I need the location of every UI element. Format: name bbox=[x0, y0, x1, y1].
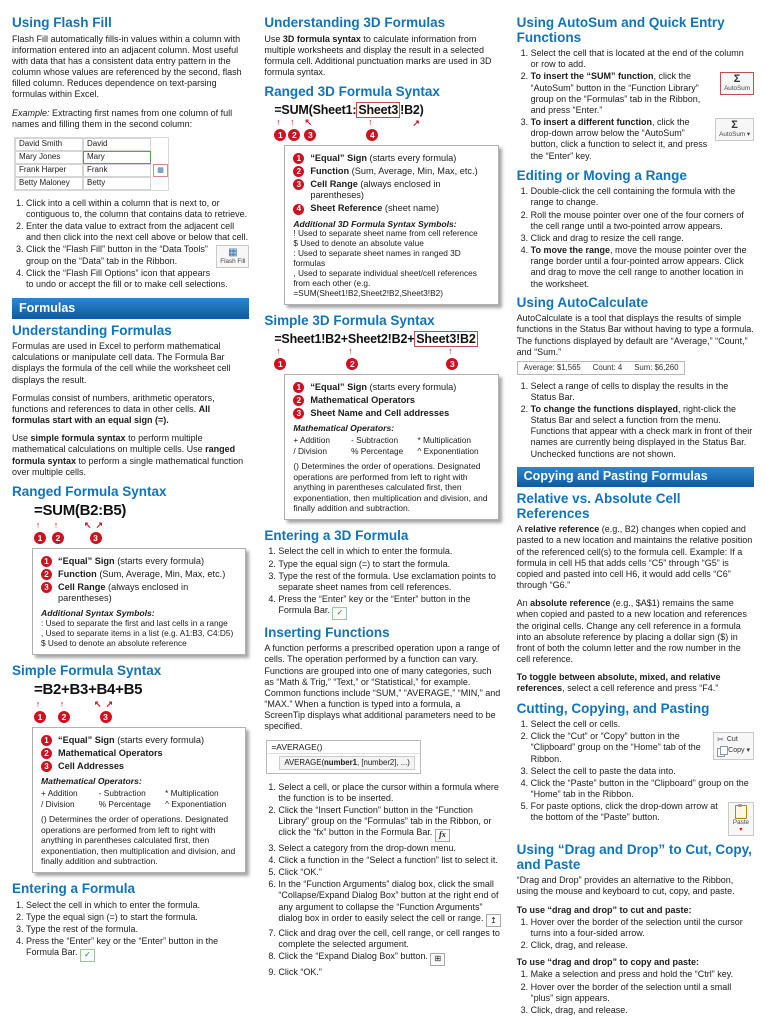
operator-cell: / Division bbox=[41, 798, 75, 809]
check-icon: ✓ bbox=[332, 607, 347, 620]
table-cell: Betty Maloney bbox=[15, 177, 83, 190]
section-heading-using-flash-fill: Using Flash Fill bbox=[12, 15, 112, 30]
cut-copy-paste-steps bbox=[517, 719, 754, 837]
operator-cell: * Multiplication bbox=[165, 787, 219, 798]
operator-cell: % Percentage bbox=[98, 798, 151, 809]
banner-formulas: Formulas bbox=[12, 298, 249, 319]
ranged-3d-syntax-callout bbox=[284, 145, 498, 305]
callout-item-text: “Equal” Sign (starts every formula) bbox=[310, 152, 457, 163]
arrow-up-icon: ↑ bbox=[448, 346, 457, 356]
marker bbox=[274, 118, 286, 141]
drag-drop-cut-steps bbox=[517, 917, 754, 951]
section-heading-ranged-formula-syntax: Ranged Formula Syntax bbox=[12, 483, 167, 499]
list-item: 1. Select the cell in which to enter the formula. bbox=[26, 900, 249, 911]
syntax-symbol-line: $ Used to denote an absolute reference bbox=[41, 637, 187, 648]
operator-cell: + Addition bbox=[41, 787, 78, 798]
number-badge: 1 bbox=[34, 532, 46, 544]
callout-item bbox=[293, 203, 489, 215]
operator-cell: ^ Exponentiation bbox=[417, 445, 479, 456]
callout-item bbox=[293, 166, 489, 178]
red-box-highlight: Sheet3!B2 bbox=[416, 331, 476, 346]
callout-item-text: Function (Sum, Average, Min, Max, etc.) bbox=[58, 568, 226, 579]
callout-item-text: Cell Range (always enclosed in parentheses) bbox=[310, 178, 441, 201]
marker bbox=[366, 118, 378, 141]
callout-item-text: Sheet Name and Cell addresses bbox=[310, 407, 450, 418]
number-badge: 2 bbox=[41, 569, 52, 580]
table-row bbox=[15, 138, 168, 151]
section-heading-understanding-3d-formulas: Understanding 3D Formulas bbox=[264, 15, 446, 30]
callout-item bbox=[41, 761, 237, 773]
cut-copy-buttons-icon: 2. ✂ Cut Copy ▾ bbox=[713, 732, 754, 760]
inserting-functions-steps bbox=[264, 782, 501, 978]
number-badge: 3 bbox=[41, 761, 52, 772]
callout-item-text: “Equal” Sign (starts every formula) bbox=[310, 381, 457, 392]
table-cell: Frank bbox=[83, 164, 151, 177]
drag-drop-copy-steps bbox=[517, 969, 754, 1016]
middle-column bbox=[264, 16, 501, 1022]
section-heading-simple-3d-formula-syntax: Simple 3D Formula Syntax bbox=[264, 312, 435, 328]
paragraph: A function performs a prescribed operation upon a range of cells. The operation performed by a function can vary. Functions are grouped into one of many categories, such as “Math & Trig,” “Text,” or “Statistical,” for example. Common functions include “SUM,” “AVERAGE,” “MIN,” and “MAX.” When a function is typed into a formula, a ScreenTip displays what additional parameters need to be specified. bbox=[264, 643, 501, 732]
operator-cell: - Subtraction bbox=[351, 434, 399, 445]
section-heading-using-autocalculate: Using AutoCalculate bbox=[516, 294, 649, 310]
simple-3d-formula-text: =Sheet1!B2+Sheet2!B2+ Sheet3!B2 bbox=[274, 331, 476, 346]
list-item: 5. Paste ▾ For paste options, click the drop-down arrow at the bottom of the “Paste” button. bbox=[531, 801, 754, 823]
paragraph: An absolute reference (e.g., $A$1) remains the same when copied and pasted to a new location and references the original cells. Change any cell reference in a formula into an absolute reference by placing a dollar sign ($) in front of both the column letter and the row number in the cell reference. bbox=[516, 598, 747, 665]
list-item: 6. In the “Function Arguments” dialog box, click the small “Collapse/Expand Dialog Box” button at the right end of any argument to collapse the “Function Arguments” dialog box in order to easily select the cell or range. ↥ bbox=[278, 879, 501, 927]
ranged-formula-text: =SUM(B2:B5) bbox=[34, 502, 127, 520]
number-badge: 3 bbox=[446, 358, 458, 370]
number-badge: 2 bbox=[288, 129, 300, 141]
operator-cell: ^ Exponentiation bbox=[165, 798, 227, 809]
list-item: 8. Click the “Expand Dialog Box” button. ⊞ bbox=[278, 951, 501, 965]
number-badge: 1 bbox=[34, 711, 46, 723]
syntax-symbol-line: , Used to separate items in a list (e.g. A1:B3, C4:D5) bbox=[41, 627, 234, 638]
marker bbox=[52, 521, 64, 544]
section-heading-cutting-copying-pasting: Cutting, Copying, and Pasting bbox=[516, 700, 710, 716]
status-bar-figure bbox=[517, 361, 686, 375]
number-badge: 3 bbox=[100, 711, 112, 723]
status-bar-segment: Count: 4 bbox=[592, 362, 623, 372]
flash-fill-options-icon: ▦ bbox=[153, 164, 168, 177]
red-box-highlight: Sheet3 bbox=[358, 102, 399, 117]
fx-icon: fx bbox=[435, 829, 450, 842]
number-badge: 3 bbox=[293, 408, 304, 419]
list-item: 9. Click “OK.” bbox=[278, 967, 501, 978]
operator-cell: + Addition bbox=[293, 434, 331, 445]
section-heading-relative-vs-absolute: Relative vs. Absolute Cell References bbox=[516, 491, 681, 521]
table-cell: David Smith bbox=[15, 138, 83, 151]
list-item: 1. Click into a cell within a column that is next to, or contiguous to, the column that contains data to retrieve. bbox=[26, 198, 249, 220]
table-cell: Mary Jones bbox=[15, 151, 83, 164]
list-item: 1. Select the cell that is located at the end of the column or row to add. bbox=[531, 48, 754, 70]
section-heading-editing-or-moving-a-range: Editing or Moving a Range bbox=[516, 167, 687, 183]
number-badge: 1 bbox=[274, 358, 286, 370]
editing-range-steps bbox=[517, 186, 754, 289]
number-badge: 1 bbox=[293, 382, 304, 393]
callout-item-text: Cell Addresses bbox=[58, 760, 125, 771]
paragraph: Use simple formula syntax to perform multiple mathematical calculations on multiple cells. Use ranged formula syntax to perform a single mathematical function over multiple cells. bbox=[12, 433, 244, 477]
screentip-formula: =AVERAGE() bbox=[267, 741, 420, 755]
paragraph: AutoCalculate is a tool that displays the results of simple functions in the Status Bar without having to type a formula. The functions displayed by default are “Average,” “Count,” and “Sum.” bbox=[516, 313, 754, 357]
marker bbox=[346, 347, 358, 370]
syntax-symbol-line: : Used to separate sheet names in ranged 3D formulas bbox=[293, 248, 461, 269]
order-of-operations-note: () Determines the order of operations. Designated operations are performed from left to right with anything in parentheses calculated first, then exponentiation, then multiplication and division, and finally addition and subtraction. bbox=[293, 461, 488, 514]
table-row bbox=[15, 164, 168, 177]
marker bbox=[288, 118, 300, 141]
operator-cell: - Subtraction bbox=[98, 787, 146, 798]
paragraph: Use 3D formula syntax to calculate information from multiple worksheets and display the result in a selected formula cell. Additional punctuation marks are used in 3D formula syntax. bbox=[264, 33, 492, 78]
list-item: 3. Type the rest of the formula. Use exclamation points to separate sheet names from cell references. bbox=[278, 571, 501, 593]
list-item: 4. Click the “Flash Fill Options” icon that appears to undo or accept the fill or to make cell selections. bbox=[26, 268, 249, 290]
simple-formula-markers bbox=[34, 700, 249, 727]
number-badge: 3 bbox=[293, 179, 304, 190]
list-item: 4. Press the “Enter” key or the “Enter” button in the Formula Bar. ✓ bbox=[278, 594, 501, 620]
autosum-button-icon: 2. Σ AutoSum bbox=[720, 72, 754, 95]
operators-grid bbox=[293, 435, 489, 457]
drag-drop-cut-title: To use “drag and drop” to cut and paste: bbox=[516, 904, 692, 915]
callout-item bbox=[293, 408, 489, 420]
list-item: 7. Click and drag over the cell, cell range, or cell ranges to complete the selected argument. bbox=[278, 928, 501, 950]
math-operators-title: Mathematical Operators: bbox=[293, 423, 395, 433]
syntax-symbol-line: $ Used to denote an absolute value bbox=[293, 238, 424, 249]
order-of-operations-note: () Determines the order of operations. Designated operations are performed from left to right with anything in parentheses calculated first, then exponentiation, then multiplication and division, and finally addition and subtraction. bbox=[41, 814, 236, 867]
list-item: 2. Roll the mouse pointer over one of the four corners of the cell range until a two-pointed arrow appears. bbox=[531, 210, 754, 232]
marker bbox=[446, 347, 458, 370]
list-item: 1. Select the cell or cells. bbox=[531, 719, 754, 730]
status-bar-segment: Sum: $6,260 bbox=[634, 362, 679, 372]
paragraph: Formulas are used in Excel to perform mathematical calculations or manipulate cell data. The Formula Bar displays the formula of the cell while the worksheet cell displays the result. bbox=[12, 341, 231, 385]
table-row bbox=[15, 151, 168, 164]
list-item: 3. Type the rest of the formula. bbox=[26, 924, 249, 935]
table-cell: Frank Harper bbox=[15, 164, 83, 177]
arrow-up-icon: ↑ bbox=[348, 346, 357, 356]
list-item: 2. Hover over the border of the selection until a small “plus” sign appears. bbox=[531, 982, 754, 1004]
table-row bbox=[15, 177, 168, 190]
section-heading-inserting-functions: Inserting Functions bbox=[264, 624, 390, 640]
list-item: 4. Click a function in the “Select a function” list to select it. bbox=[278, 855, 501, 866]
number-badge: 3 bbox=[90, 532, 102, 544]
arrow-up-icon: ↑ bbox=[290, 117, 299, 128]
collapse-icon: ↥ bbox=[486, 914, 501, 927]
flash-fill-button-icon: 3. ▦ Flash Fill bbox=[216, 245, 249, 268]
simple-3d-syntax-callout bbox=[284, 374, 498, 520]
operators-grid bbox=[41, 788, 237, 810]
callout-item bbox=[41, 748, 237, 760]
table-cell: Betty bbox=[83, 177, 151, 190]
table-cell: David bbox=[83, 138, 151, 151]
banner-copying-and-pasting-formulas: Copying and Pasting Formulas bbox=[517, 467, 754, 488]
list-item: 2. ✂ Cut Copy ▾ Click the “Cut” or “Copy” button in the “Clipboard” group on the “Home” tab of the Ribbon. bbox=[531, 731, 754, 764]
callout-item bbox=[293, 395, 489, 407]
syntax-symbols-title: Additional 3D Formula Syntax Symbols: bbox=[293, 218, 457, 229]
section-heading-using-autosum: Using AutoSum and Quick Entry Functions bbox=[516, 15, 725, 45]
list-item: 1. Hover over the border of the selection until the cursor turns into a four-sided arrow. bbox=[531, 917, 754, 939]
marker bbox=[58, 700, 70, 723]
syntax-symbol-line: ! Used to separate sheet name from cell reference bbox=[293, 228, 478, 239]
syntax-symbols-title: Additional Syntax Symbols: bbox=[41, 608, 155, 619]
callout-item-text: “Equal” Sign (starts every formula) bbox=[58, 555, 205, 566]
simple-formula-text: =B2+B3+B4+B5 bbox=[34, 681, 143, 699]
arrow-up-icon: ↑ bbox=[35, 699, 45, 710]
ranged-syntax-callout bbox=[32, 548, 246, 655]
operator-cell: * Multiplication bbox=[417, 434, 471, 445]
paragraph: Formulas consist of numbers, arithmetic operators, functions and references to data in other cells. All formulas start with an equal sign (=). bbox=[12, 392, 215, 426]
arrow-up-icon: ↑ bbox=[276, 346, 285, 356]
callout-item bbox=[293, 153, 489, 165]
section-heading-ranged-3d-formula-syntax: Ranged 3D Formula Syntax bbox=[264, 84, 440, 100]
number-badge: 1 bbox=[41, 735, 52, 746]
arrow-diag-right-icon: ↗ bbox=[412, 118, 420, 129]
list-item: 1. Select the cell in which to enter the formula. bbox=[278, 546, 501, 557]
list-item: 3. Select the cell to paste the data into. bbox=[531, 766, 754, 777]
callout-item bbox=[41, 556, 237, 568]
table-cell: Mary bbox=[83, 151, 151, 164]
list-item: 1. Make a selection and press and hold the “Ctrl” key. bbox=[531, 969, 754, 980]
entering-formula-steps bbox=[12, 900, 249, 962]
autosum-dropdown-icon: 3. Σ AutoSum ▾ bbox=[715, 118, 754, 141]
number-badge: 4 bbox=[366, 129, 378, 141]
number-badge: 2 bbox=[293, 166, 304, 177]
list-item: 1. Select a cell, or place the cursor within a formula where the function is to be inserted. bbox=[278, 782, 501, 804]
callout-item bbox=[41, 582, 237, 605]
expand-icon: ⊞ bbox=[430, 953, 445, 966]
list-item: 1. Select a range of cells to display the results in the Status Bar. bbox=[531, 381, 754, 403]
callout-item-text: Cell Range (always enclosed in parentheses) bbox=[58, 581, 189, 603]
screentip-figure bbox=[266, 740, 421, 774]
callout-item bbox=[41, 735, 237, 747]
list-item: 2. Σ AutoSum To insert the “SUM” function, click the “AutoSum” button in the “Function Library” group on the “Formulas” tab in the Ribbon, and press “Enter.” bbox=[531, 71, 754, 116]
math-operators-title: Mathematical Operators: bbox=[41, 776, 142, 787]
autosum-steps bbox=[517, 48, 754, 163]
list-item: 2. To change the functions displayed, right-click the Status Bar and select a function from the menu. Functions that appear with a check mark in front of their names are currently being displayed in the Status Bar. Unchecked functions are not shown. bbox=[531, 404, 754, 460]
marker bbox=[304, 118, 316, 141]
paragraph: A relative reference (e.g., B2) changes when copied and pasted to a new location and maintains the relative position of the referenced cell(s) to the formula cell. Example: If a formula in cell H5 that adds cells “C5” through “G5” is copied and pasted into cell H6, it would add cells “C6” through “G6.” bbox=[516, 524, 753, 591]
section-heading-entering-a-3d-formula: Entering a 3D Formula bbox=[264, 527, 409, 543]
arrow-split-icon: ↖↗ bbox=[84, 520, 108, 531]
list-item: 3. Click, drag, and release. bbox=[531, 1005, 754, 1016]
section-heading-drag-and-drop: Using “Drag and Drop” to Cut, Copy, and Paste bbox=[516, 842, 752, 872]
ranged-3d-formula-text: =SUM(Sheet1: Sheet3 !B2) bbox=[274, 102, 424, 117]
callout-item-text: Sheet Reference (sheet name) bbox=[310, 203, 440, 214]
entering-3d-formula-steps bbox=[264, 546, 501, 619]
arrow-split-icon: ↖↗ bbox=[94, 699, 118, 710]
paragraph: “Drag and Drop” provides an alternative to the Ribbon, using the mouse and keyboard to cut, copy, and paste. bbox=[516, 875, 735, 897]
number-badge: 3 bbox=[41, 582, 52, 593]
callout-item bbox=[41, 569, 237, 581]
list-item: 2. Click, drag, and release. bbox=[531, 940, 754, 951]
list-item: 3. Click and drag to resize the cell range. bbox=[531, 233, 754, 244]
simple-syntax-callout bbox=[32, 727, 246, 873]
paragraph: Flash Fill automatically fills-in values within a column with information entered into an adjacent column. Most useful with data that has a consistent data entry pattern in the column whose values are referenced by the second, flash filled column. Reduces dependence on text-parsing formulas within Excel. bbox=[12, 33, 242, 100]
number-badge: 4 bbox=[293, 204, 304, 215]
marker bbox=[34, 521, 46, 544]
flash-fill-example-table bbox=[14, 137, 169, 191]
copy-icon bbox=[717, 748, 725, 757]
left-column bbox=[12, 16, 249, 1022]
ranged-3d-formula-markers bbox=[274, 118, 501, 145]
status-bar-segment: Average: $1,565 bbox=[523, 362, 581, 372]
paragraph: To toggle between absolute, mixed, and relative references, select a cell reference and press “F4.” bbox=[516, 672, 721, 694]
list-item: 1. Double-click the cell containing the formula with the range to change. bbox=[531, 186, 754, 208]
marker bbox=[84, 521, 107, 544]
paste-button-icon: 5. Paste ▾ bbox=[728, 802, 754, 836]
number-badge: 2 bbox=[346, 358, 358, 370]
list-item: 4. To move the range, move the mouse pointer over the range border until a four-pointed arrow appears. Click and drag to move the cell range to another location in the worksheet. bbox=[531, 245, 754, 290]
arrow-up-icon: ↑ bbox=[368, 117, 377, 128]
syntax-symbol-line: : Used to separate the first and last cells in a range bbox=[41, 618, 228, 629]
arrow-up-icon: ↑ bbox=[53, 520, 63, 531]
number-badge: 1 bbox=[293, 153, 304, 164]
drag-drop-copy-title: To use “drag and drop” to copy and paste: bbox=[516, 957, 700, 968]
list-item: 5. Click “OK.” bbox=[278, 867, 501, 878]
callout-item bbox=[293, 382, 489, 394]
scissors-icon: 2. ✂ bbox=[717, 735, 724, 745]
list-item: 3. Select a category from the drop-down menu. bbox=[278, 843, 501, 854]
list-item: 4. Press the “Enter” key or the “Enter” button in the Formula Bar. ✓ bbox=[26, 936, 249, 962]
section-heading-entering-a-formula: Entering a Formula bbox=[12, 880, 136, 896]
check-icon: ✓ bbox=[80, 949, 95, 962]
number-badge: 3 bbox=[304, 129, 316, 141]
number-badge: 2 bbox=[293, 395, 304, 406]
list-item: 3. ▦ Flash Fill Click the “Flash Fill” button in the “Data Tools” group on the “Data” tab in the Ribbon. bbox=[26, 244, 249, 266]
operator-cell: / Division bbox=[293, 445, 327, 456]
operator-cell: % Percentage bbox=[351, 445, 404, 456]
marker bbox=[34, 700, 46, 723]
syntax-symbol-line: , Used to separate individual sheet/cell references from each other (e.g. =SUM(Sheet1!B2,Sheet2!B2,Sheet3!B2) bbox=[293, 268, 477, 298]
list-item: 2. Type the equal sign (=) to start the formula. bbox=[26, 912, 249, 923]
arrow-diag-left-icon: ↖ bbox=[304, 117, 317, 128]
ranged-formula-markers bbox=[34, 521, 249, 548]
list-item: 2. Click the “Insert Function” button in the “Function Library” group on the “Formulas” tab in the Ribbon, or click the “fx” button in the Formula Bar. fx bbox=[278, 805, 501, 842]
section-heading-understanding-formulas: Understanding Formulas bbox=[12, 322, 172, 338]
simple-3d-formula-markers bbox=[274, 347, 501, 374]
paragraph: Example: Extracting first names from one column of full names and filling them in the second column: bbox=[12, 107, 233, 129]
callout-item-text: “Equal” Sign (starts every formula) bbox=[58, 734, 205, 745]
callout-item-text: Function (Sum, Average, Min, Max, etc.) bbox=[310, 165, 478, 176]
marker bbox=[94, 700, 117, 723]
list-item: 4. Click the “Paste” button in the “Clipboard” group on the “Home” tab in the Ribbon. bbox=[531, 778, 754, 800]
callout-item-text: Mathematical Operators bbox=[58, 747, 163, 758]
number-badge: 2 bbox=[58, 711, 70, 723]
marker bbox=[274, 347, 286, 370]
flash-fill-steps bbox=[12, 198, 249, 291]
section-heading-simple-formula-syntax: Simple Formula Syntax bbox=[12, 662, 162, 678]
arrow-up-icon: ↑ bbox=[59, 699, 69, 710]
callout-item bbox=[293, 179, 489, 202]
list-item: 2. Type the equal sign (=) to start the formula. bbox=[278, 559, 501, 570]
callout-item-text: Mathematical Operators bbox=[310, 394, 415, 405]
number-badge: 2 bbox=[52, 532, 64, 544]
autocalculate-steps bbox=[517, 381, 754, 460]
right-column bbox=[517, 16, 754, 1022]
list-item: 3. Σ AutoSum ▾ To insert a different function, click the drop-down arrow below the “AutoSum” button, click a function to select it, and press the “Enter” key. bbox=[531, 117, 754, 162]
arrow-up-icon: ↑ bbox=[35, 520, 45, 531]
arrow-up-icon: ↑ bbox=[276, 117, 285, 128]
number-badge: 2 bbox=[41, 748, 52, 759]
screentip-tooltip: AVERAGE(number1, [number2], ...) bbox=[279, 756, 415, 770]
number-badge: 1 bbox=[41, 556, 52, 567]
clipboard-icon bbox=[735, 805, 747, 819]
number-badge: 1 bbox=[274, 129, 286, 141]
list-item: 2. Enter the data value to extract from the adjacent cell and then click into the next cell above or below that cell. bbox=[26, 221, 249, 243]
